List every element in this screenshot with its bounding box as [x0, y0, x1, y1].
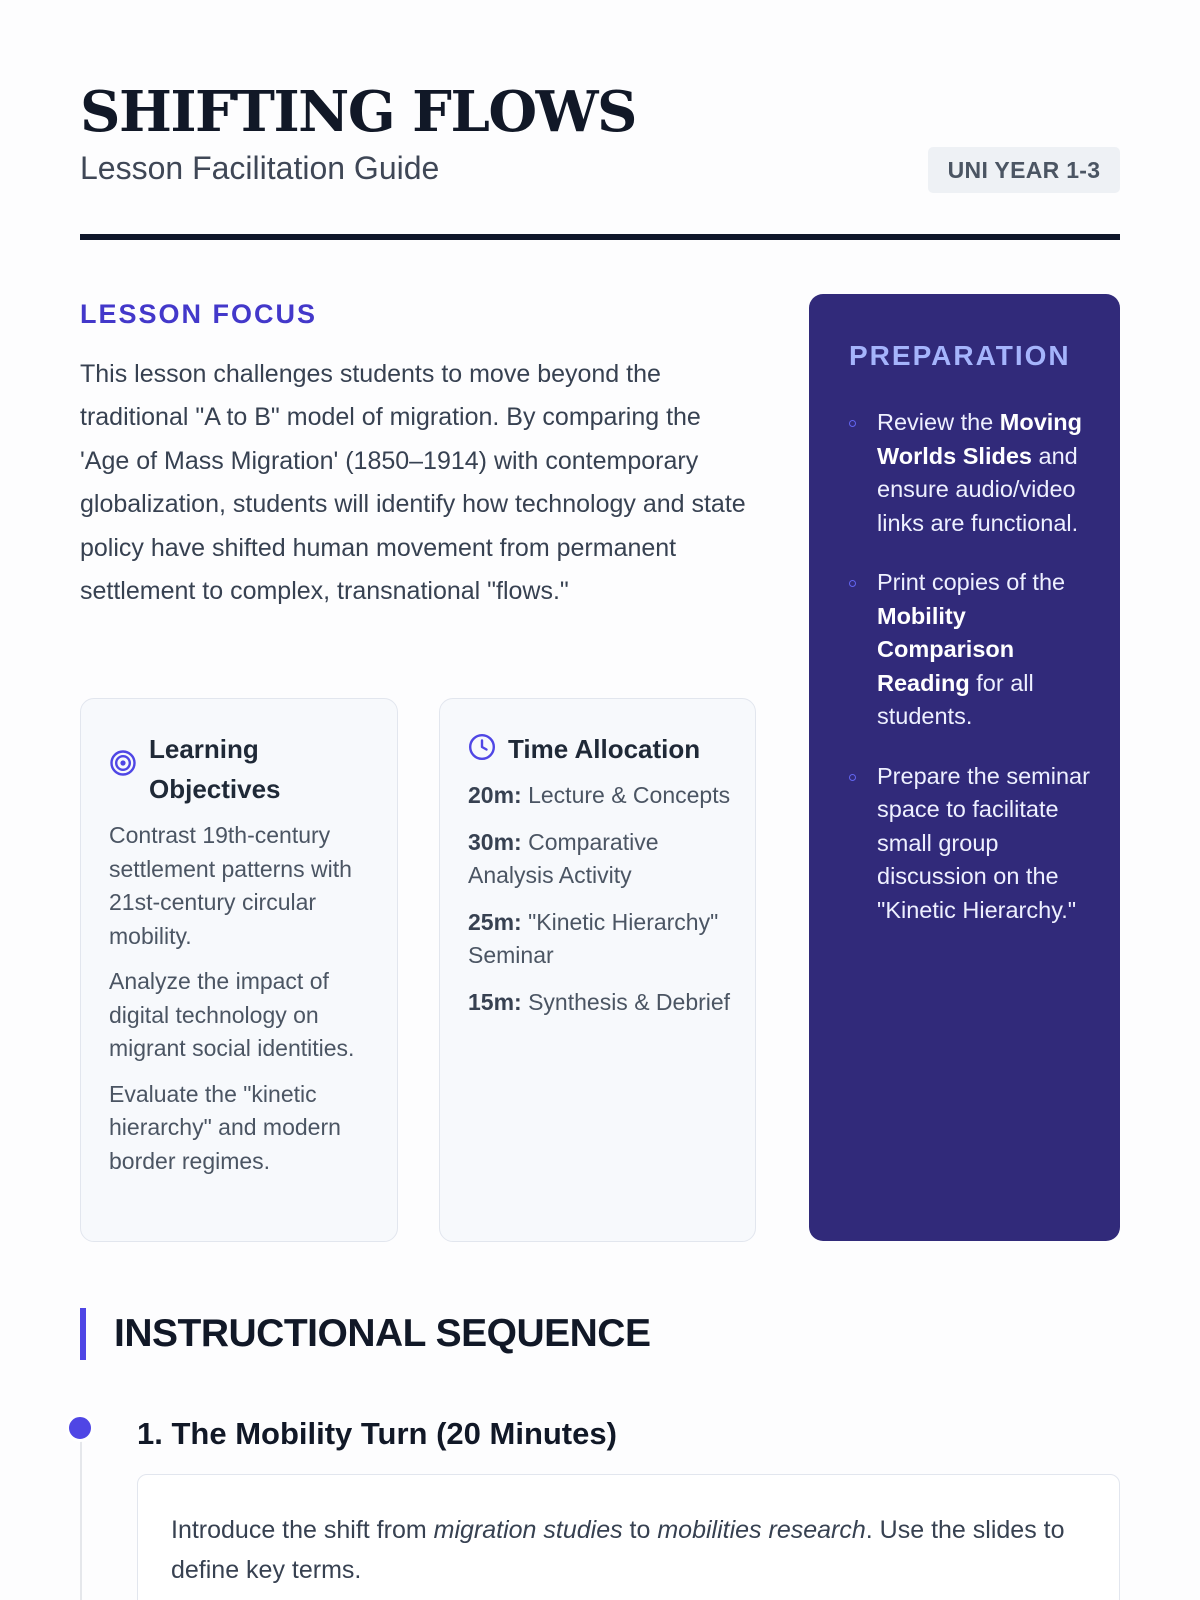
preparation-panel [809, 294, 1120, 1241]
page-subtitle: Lesson Facilitation Guide [80, 150, 440, 186]
step-title: 1. The Mobility Turn (20 Minutes) [137, 1416, 617, 1451]
timeline-dot [66, 1414, 94, 1442]
lesson-focus-text: This lesson challenges students to move beyond the traditional "A to B" model of migration. By comparing the 'Age of Mass Migration' (1850–1914) with contemporary globalization, students will identify how technology and state policy have shifted human movement from permanent settlement to complex, transnational "flows." [80, 360, 746, 606]
prep-resource: Moving Worlds Slides [877, 409, 1083, 469]
step-description [171, 1510, 1091, 1590]
preparation-list [849, 406, 1099, 953]
prep-text: Prepare the seminar space to facilitate small group discussion on the "Kinetic Hierarchy." [877, 762, 1090, 923]
time-allocation-card [439, 698, 756, 1242]
page-title: SHIFTING FLOWS [80, 79, 636, 145]
time-item [468, 906, 738, 973]
clock-icon [468, 733, 496, 761]
time-activity: Synthesis & Debrief [528, 988, 731, 1015]
objectives-list [109, 819, 379, 1190]
prep-text: and ensure audio/video links are functional. [877, 442, 1079, 536]
target-icon [109, 749, 137, 777]
time-item [468, 986, 738, 1020]
step-term: mobilities research [657, 1516, 866, 1544]
time-item [468, 826, 738, 893]
time-duration: 25m: [468, 908, 522, 935]
objective-item: Evaluate the "kinetic hierarchy" and modern border regimes. [109, 1080, 341, 1174]
step-text: Introduce the shift from [171, 1516, 434, 1544]
learning-objectives-header [109, 729, 397, 809]
step-term: migration studies [433, 1516, 623, 1544]
time-duration: 30m: [468, 828, 522, 855]
prep-text: Print copies of the [877, 569, 1066, 595]
step-text: to [622, 1516, 658, 1544]
time-duration: 20m: [468, 782, 522, 808]
header-divider [80, 234, 1120, 240]
bullet-icon [849, 774, 856, 781]
timeline-line [80, 1420, 82, 1600]
time-duration: 15m: [468, 988, 522, 1015]
prep-resource: Mobility Comparison Reading [877, 602, 1015, 696]
learning-objectives-card [80, 698, 398, 1242]
time-allocation-header [468, 729, 700, 769]
preparation-heading: PREPARATION [849, 340, 1071, 371]
bullet-icon [849, 420, 856, 427]
prep-text: Review the [877, 409, 1000, 435]
time-allocation-title: Time Allocation [508, 734, 701, 764]
preparation-item [849, 760, 1099, 928]
lesson-guide-page [80, 0, 1120, 1600]
bullet-icon [849, 580, 856, 587]
time-item [468, 779, 738, 813]
preparation-item [849, 566, 1099, 734]
instructional-sequence-heading: INSTRUCTIONAL SEQUENCE [114, 1312, 651, 1355]
lesson-focus-heading: LESSON FOCUS [80, 299, 318, 329]
step-card [137, 1474, 1120, 1600]
time-activity: "Kinetic Hierarchy" Seminar [468, 908, 719, 968]
level-badge: UNI YEAR 1-3 [928, 147, 1120, 193]
learning-objectives-title: Learning Objectives [149, 734, 281, 804]
prep-text: for all students. [877, 669, 1034, 729]
preparation-item [849, 406, 1099, 540]
objective-item: Contrast 19th-century settlement patterns with 21st-century circular mobility. [109, 822, 352, 949]
step-text: . Use the slides to define key terms. [171, 1516, 1065, 1584]
objective-item: Analyze the impact of digital technology on migrant social identities. [109, 968, 355, 1061]
time-activity: Comparative Analysis Activity [468, 828, 659, 888]
section-accent-bar [80, 1308, 86, 1360]
time-activity: Lecture & Concepts [528, 782, 731, 808]
time-list [468, 779, 738, 1032]
